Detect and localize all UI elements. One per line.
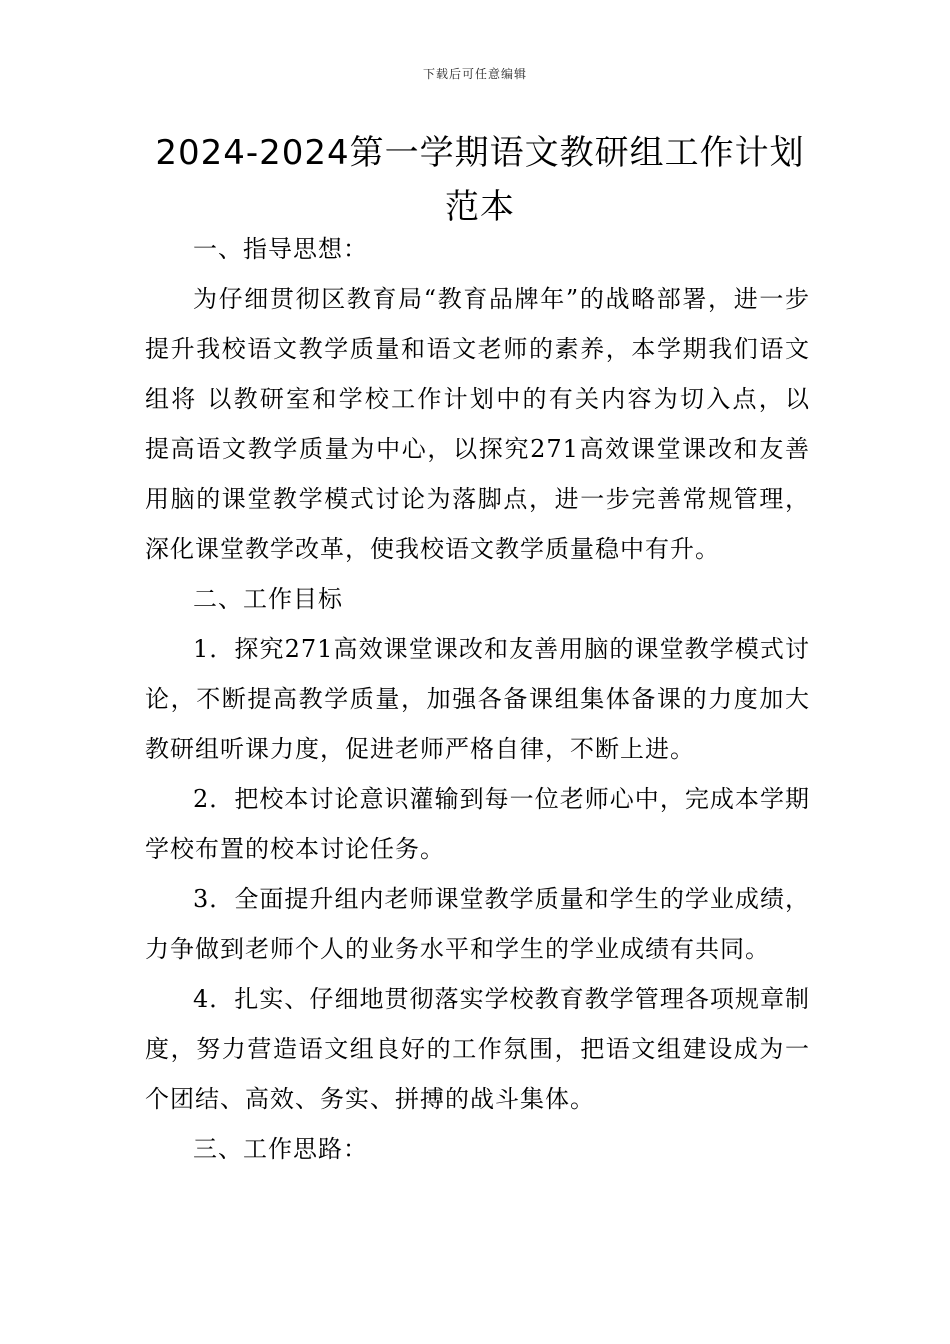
goal-item-3: 3．全面提升组内老师课堂教学质量和学生的学业成绩，力争做到老师个人的业务水平和学生的学业成绩有共同。 xyxy=(145,885,810,963)
document-body xyxy=(145,224,810,1174)
goal-item-4: 4．扎实、仔细地贯彻落实学校教育教学管理各项规章制度，努力营造语文组良好的工作氛围，把语文组建设成为一个团结、高效、务实、拼搏的战斗集体。 xyxy=(145,985,810,1113)
section-heading-work-approach: 三、工作思路： xyxy=(193,1135,368,1163)
goal-item-1: 1．探究271高效课堂课改和友善用脑的课堂教学模式讨论，不断提高教学质量，加强各备课组集体备课的力度加大教研组听课力度，促进老师严格自律，不断上进。 xyxy=(145,635,810,763)
section-heading-guiding-thought: 一、指导思想： xyxy=(193,235,368,263)
document-title: 2024-2024第一学期语文教研组工作计划范本 xyxy=(155,133,805,227)
section-heading-work-goals: 二、工作目标 xyxy=(193,585,343,613)
header-note: 下载后可任意编辑 xyxy=(422,67,527,81)
goal-item-2: 2．把校本讨论意识灌输到每一位老师心中，完成本学期学校布置的校本讨论任务。 xyxy=(145,785,810,863)
paragraph-guiding-thought: 为仔细贯彻区教育局“教育品牌年”的战略部署，进一步提升我校语文教学质量和语文老师的素养，本学期我们语文组将 以教研室和学校工作计划中的有关内容为切入点，以 提高语文教学质量为中心，以探究271高效课堂课改和友善用脑的课堂教学模式讨论为落脚点，进一步完善常规管理，深化课堂教学改革，使我校语文教学质量稳中有升。 xyxy=(145,285,810,563)
